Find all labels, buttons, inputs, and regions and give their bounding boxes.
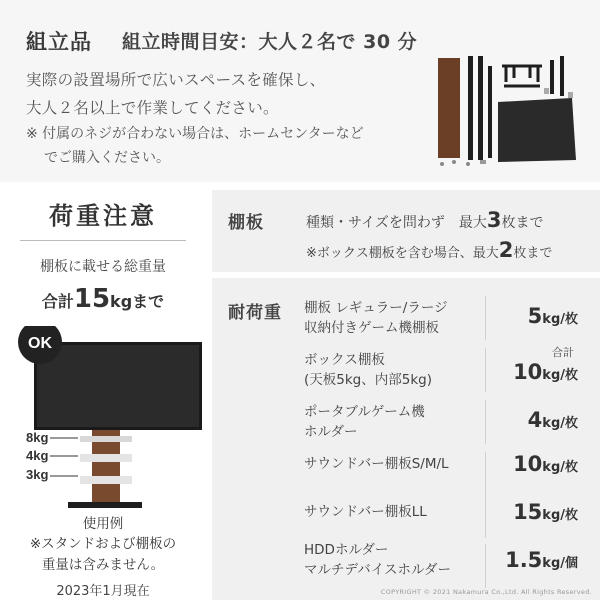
shelf-max-any-num: 3: [486, 208, 502, 232]
capacity-value: [528, 304, 578, 328]
copyright-notice: COPYRIGHT © 2021 Nakamura Co.,Ltd. All Rights Reserved.: [380, 588, 592, 596]
capacity-item-line-2: マルチデバイスホルダー: [304, 562, 452, 578]
capacity-number: 5: [527, 304, 543, 328]
screw-part: [440, 162, 444, 166]
capacity-item-line-1: サウンドバー棚板S/M/L: [304, 456, 449, 472]
as-of-date: 2023年1月現在: [56, 584, 150, 599]
total-weight-limit: [0, 284, 206, 314]
capacity-item-name: [304, 540, 451, 580]
weight-exclusion-note: [0, 534, 206, 576]
bracket-part: [502, 66, 542, 86]
capacity-row: [304, 500, 582, 544]
capacity-item-name: [304, 350, 432, 390]
assembly-instructions: [26, 66, 325, 122]
pole-part: [468, 56, 473, 160]
shelf-max-any-text: 種類・サイズを問わず 最大: [306, 215, 487, 231]
capacity-value: [513, 500, 578, 524]
capacity-row: [304, 348, 582, 392]
tv-screen: [37, 345, 199, 427]
capacity-value: [528, 408, 578, 432]
capacity-unit: kg/個: [542, 556, 578, 571]
total-prefix: 合計: [41, 292, 74, 311]
shelf-max-box: [306, 238, 552, 262]
capacity-item-name: [304, 298, 448, 338]
screw-note: [26, 122, 364, 170]
capacity-unit: kg/枚: [542, 368, 578, 383]
capacity-item-line-1: 棚板 レギュラー/ラージ: [304, 300, 448, 316]
arm-part: [550, 60, 554, 94]
capacity-total-note: 合計: [552, 346, 574, 359]
base-plate-part: [498, 98, 576, 162]
capacity-row: [304, 540, 582, 584]
capacity-number: 15: [513, 500, 543, 524]
screw-part: [466, 162, 470, 166]
shelf-max-box-num: 2: [498, 238, 514, 262]
tier-label-bottom: 3kg: [26, 467, 49, 482]
instruction-line-1: 実際の設置場所で広いスペースを確保し、: [26, 71, 326, 89]
capacity-number: 10: [513, 452, 543, 476]
arm-part: [560, 56, 564, 96]
screw-part: [544, 88, 549, 94]
tier-label-top: 8kg: [26, 430, 49, 445]
shelf-max-box-text: ※ボックス棚板を含む場合、最大: [306, 246, 499, 261]
shelf-top: [80, 436, 132, 442]
screw-part: [568, 92, 573, 98]
wood-board-part: [438, 58, 460, 158]
capacity-number: 1.5: [505, 548, 543, 572]
load-warning-title: 荷重注意: [49, 202, 157, 230]
pole-part: [478, 56, 483, 160]
capacity-item-name: [304, 402, 425, 442]
screw-part: [480, 160, 486, 164]
shelf-count-panel: [212, 190, 600, 272]
load-warning-section: [0, 182, 206, 600]
total-value: 15: [73, 284, 111, 314]
capacity-item-line-1: サウンドバー棚板LL: [304, 504, 427, 520]
capacity-item-line-2: 収納付きゲーム機棚板: [304, 320, 439, 336]
capacity-row: [304, 400, 582, 444]
instruction-line-2: 大人２名以上で作業してください。: [26, 99, 279, 117]
capacity-unit: kg/枚: [542, 460, 578, 475]
capacity-row: [304, 452, 582, 496]
load-capacity-panel: [212, 278, 600, 600]
exclusion-line-1: ※スタンドおよび棚板の: [29, 536, 177, 552]
capacity-unit: kg/枚: [542, 508, 578, 523]
capacity-value: [505, 548, 578, 572]
assembly-parts-image: [432, 52, 580, 172]
tier-label-middle: 4kg: [26, 448, 49, 463]
assembly-section: [0, 0, 600, 182]
capacity-number: 4: [527, 408, 543, 432]
load-capacity-label: 耐荷重: [228, 303, 282, 323]
capacity-item-name: [304, 502, 427, 522]
pole-part: [488, 66, 492, 158]
capacity-item-line-1: ボックス棚板: [304, 352, 385, 368]
capacity-value: [513, 360, 578, 384]
usage-example-illustration: [0, 326, 206, 516]
divider: [20, 240, 186, 241]
usage-caption: 使用例: [82, 516, 124, 532]
capacity-item-line-1: HDDホルダー: [304, 542, 389, 558]
shelf-bottom: [80, 476, 132, 484]
shelf-label: 棚板: [228, 213, 264, 233]
screw-note-line-1: ※ 付属のネジが合わない場合は、ホームセンターなど: [26, 126, 364, 142]
capacity-item-line-2: ホルダー: [304, 424, 358, 440]
screw-part: [452, 160, 456, 164]
capacity-unit: kg/枚: [542, 312, 578, 327]
stand-base: [68, 502, 142, 508]
total-weight-label: 棚板に載せる総重量: [40, 259, 166, 275]
capacity-number: 10: [513, 360, 543, 384]
screw-note-line-2: でご購入ください。: [44, 150, 170, 166]
assembly-time: 組立時間目安：大人２名で 30 分: [122, 31, 418, 53]
capacity-item-line-2: (天板5kg、内部5kg): [304, 372, 432, 388]
assembly-title: 組立品: [26, 30, 92, 54]
capacity-row: [304, 296, 582, 340]
capacity-item-name: [304, 454, 449, 474]
total-suffix: kgまで: [110, 292, 165, 311]
exclusion-line-2: 重量は含みません。: [41, 557, 165, 573]
capacity-value: [513, 452, 578, 476]
capacity-item-line-1: ポータブルゲーム機: [304, 404, 425, 420]
shelf-max-any: [306, 208, 544, 232]
ok-badge-text: OK: [28, 335, 52, 352]
shelf-max-any-unit: 枚まで: [501, 215, 544, 231]
capacity-unit: kg/枚: [542, 416, 578, 431]
shelf-middle: [80, 454, 132, 462]
shelf-max-box-unit: 枚まで: [513, 246, 553, 261]
